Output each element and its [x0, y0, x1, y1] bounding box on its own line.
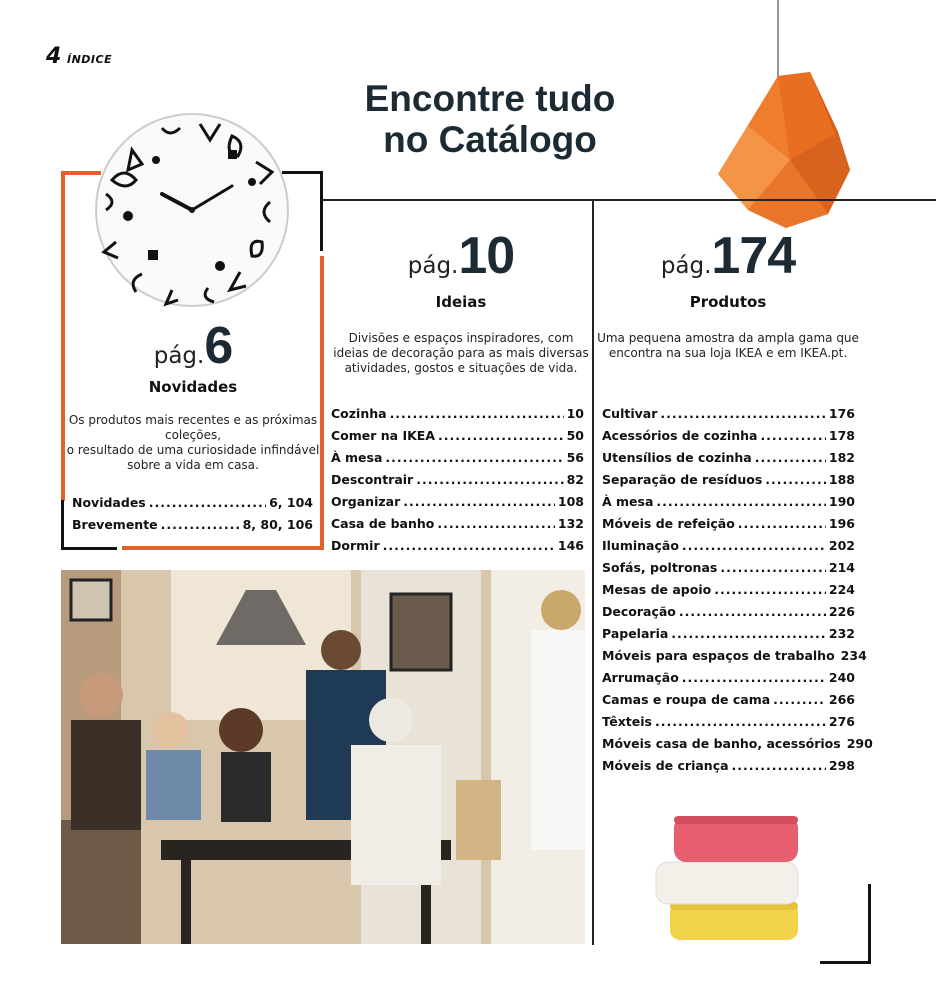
- pendant-lamp-image: [690, 0, 870, 230]
- toc-entry-descontrair[interactable]: [331, 472, 584, 490]
- frame-black-right: [320, 171, 323, 251]
- novidades-page-ref: [66, 316, 320, 376]
- toc-page: 108: [557, 494, 584, 509]
- toc-label: Iluminação: [602, 538, 679, 553]
- toc-page: 56: [566, 450, 584, 465]
- toc-entry[interactable]: [602, 428, 855, 446]
- toc-label: Utensílios de cozinha: [602, 450, 752, 465]
- novidades-pag-prefix: pág.: [153, 343, 205, 369]
- frame-black-left: [61, 500, 64, 550]
- dining-scene-illustration: [61, 570, 585, 944]
- dining-room-photo: [61, 570, 585, 944]
- corner-bracket-vertical: [868, 884, 871, 964]
- toc-label: Sofás, poltronas: [602, 560, 718, 575]
- toc-entry-a-mesa[interactable]: [331, 450, 584, 468]
- produtos-page-ref: [594, 226, 862, 286]
- novidades-desc-line: coleções,: [164, 428, 222, 442]
- wall-clock-image: [92, 110, 292, 310]
- toc-label: Móveis de criança: [602, 758, 729, 773]
- produtos-toc: [602, 406, 873, 780]
- toc-page: 188: [828, 472, 855, 487]
- produtos-desc-line: encontra na sua loja IKEA e em IKEA.pt.: [608, 346, 848, 360]
- frame-orange-right: [320, 256, 324, 550]
- toc-label: Brevemente: [72, 517, 158, 532]
- toc-label: Cultivar: [602, 406, 658, 421]
- toc-entry[interactable]: [602, 648, 867, 666]
- toc-page: 6, 104: [269, 495, 313, 510]
- toc-entry-dormir[interactable]: [331, 538, 584, 556]
- ideias-page-ref: [330, 226, 592, 286]
- toc-label: Descontrair: [331, 472, 414, 487]
- produtos-pag-prefix: pág.: [660, 253, 712, 279]
- section-label: ÍNDICE: [67, 53, 113, 66]
- folded-towels-image: [648, 810, 818, 950]
- toc-page: 276: [828, 714, 855, 729]
- toc-page: 214: [828, 560, 855, 575]
- novidades-description: [66, 413, 320, 473]
- page-title: [300, 78, 680, 160]
- toc-entry[interactable]: [602, 758, 855, 776]
- ideias-desc-line: atividades, gostos e situações de vida.: [344, 361, 578, 375]
- novidades-heading: Novidades: [148, 378, 238, 396]
- frame-orange-bottom: [122, 546, 324, 550]
- toc-label: Móveis para espaços de trabalho: [602, 648, 835, 663]
- toc-entry[interactable]: [602, 472, 855, 490]
- toc-page: 146: [557, 538, 584, 553]
- produtos-description: [594, 331, 862, 361]
- ideias-pag-number: 10: [458, 227, 515, 285]
- toc-label: Arrumação: [602, 670, 679, 685]
- toc-entry[interactable]: [602, 714, 855, 732]
- toc-label: Comer na IKEA: [331, 428, 436, 443]
- toc-label: Acessórios de cozinha: [602, 428, 758, 443]
- produtos-desc-line: Uma pequena amostra da ampla gama que: [597, 331, 859, 345]
- ideias-toc: [331, 406, 584, 556]
- toc-page: 190: [828, 494, 855, 509]
- toc-entry[interactable]: [602, 560, 855, 578]
- toc-page: 232: [828, 626, 855, 641]
- toc-label: Móveis casa de banho, acessórios: [602, 736, 841, 751]
- produtos-pag-number: 174: [711, 227, 796, 285]
- vertical-divider: [592, 200, 594, 945]
- toc-page: 298: [828, 758, 855, 773]
- toc-page: 196: [828, 516, 855, 531]
- toc-entry[interactable]: [602, 494, 855, 512]
- frame-black-bottom: [61, 547, 117, 550]
- toc-label: Móveis de refeição: [602, 516, 735, 531]
- toc-label: Camas e roupa de cama: [602, 692, 771, 707]
- ideias-heading: Ideias: [435, 293, 487, 311]
- toc-entry-brevemente[interactable]: [72, 517, 313, 535]
- toc-entry[interactable]: [602, 406, 855, 424]
- toc-page: 10: [566, 406, 584, 421]
- toc-label: Dormir: [331, 538, 380, 553]
- corner-bracket-horizontal: [820, 961, 871, 964]
- novidades-desc-line: o resultado de uma curiosidade infindável: [66, 443, 320, 457]
- toc-page: 182: [828, 450, 855, 465]
- novidades-pag-number: 6: [204, 317, 233, 375]
- ideias-pag-prefix: pág.: [407, 253, 459, 279]
- toc-page: 50: [566, 428, 584, 443]
- toc-entry-comer-na-ikea[interactable]: [331, 428, 584, 446]
- toc-entry[interactable]: [602, 670, 855, 688]
- toc-label: À mesa: [602, 494, 654, 509]
- toc-label: Casa de banho: [331, 516, 435, 531]
- toc-label: Cozinha: [331, 406, 387, 421]
- toc-label: Papelaria: [602, 626, 669, 641]
- toc-entry-novidades[interactable]: [72, 495, 313, 513]
- toc-page: 240: [828, 670, 855, 685]
- toc-label: Novidades: [72, 495, 146, 510]
- frame-orange-left: [61, 171, 65, 501]
- novidades-desc-line: sobre a vida em casa.: [127, 458, 259, 472]
- toc-page: 266: [828, 692, 855, 707]
- toc-page: 226: [828, 604, 855, 619]
- toc-page: 224: [828, 582, 855, 597]
- toc-entry[interactable]: [602, 450, 855, 468]
- toc-entry[interactable]: [602, 604, 855, 622]
- toc-label: Decoração: [602, 604, 676, 619]
- toc-entry[interactable]: [602, 736, 873, 754]
- page-number: 4: [46, 44, 62, 69]
- horizontal-divider: [322, 199, 936, 201]
- toc-entry-organizar[interactable]: [331, 494, 584, 512]
- toc-page: 8, 80, 106: [242, 517, 313, 532]
- toc-entry[interactable]: [602, 582, 855, 600]
- toc-page: 132: [557, 516, 584, 531]
- toc-label: Mesas de apoio: [602, 582, 712, 597]
- toc-label: À mesa: [331, 450, 383, 465]
- toc-page: 234: [840, 648, 867, 663]
- toc-page: 290: [846, 736, 873, 751]
- toc-label: Organizar: [331, 494, 401, 509]
- toc-entry[interactable]: [602, 516, 855, 534]
- toc-entry-cozinha[interactable]: [331, 406, 584, 424]
- ideias-desc-line: Divisões e espaços inspiradores, com: [348, 331, 574, 345]
- ideias-description: [330, 331, 592, 376]
- toc-entry[interactable]: [602, 692, 855, 710]
- toc-page: 178: [828, 428, 855, 443]
- toc-entry[interactable]: [602, 538, 855, 556]
- ideias-desc-line: ideias de decoração para as mais diversas: [333, 346, 589, 360]
- produtos-heading: Produtos: [689, 293, 767, 311]
- toc-entry[interactable]: [602, 626, 855, 644]
- title-line-2: no Catálogo: [383, 119, 597, 160]
- toc-page: 82: [566, 472, 584, 487]
- title-line-1: Encontre tudo: [364, 78, 616, 119]
- novidades-desc-line: Os produtos mais recentes e as próximas: [68, 413, 318, 427]
- toc-entry-casa-de-banho[interactable]: [331, 516, 584, 534]
- toc-label: Têxteis: [602, 714, 652, 729]
- novidades-toc: [72, 495, 313, 539]
- toc-label: Separação de resíduos: [602, 472, 763, 487]
- toc-page: 176: [828, 406, 855, 421]
- toc-page: 202: [828, 538, 855, 553]
